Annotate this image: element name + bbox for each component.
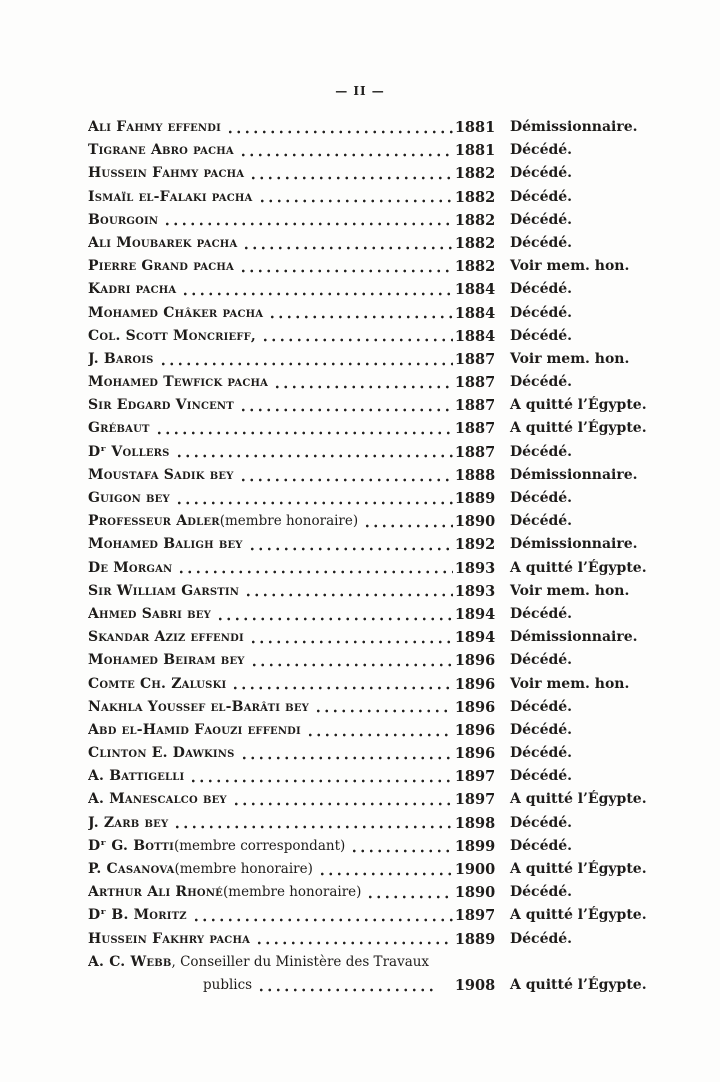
member-status: A quitté l’Égypte.	[510, 791, 647, 808]
member-name: Arthur Ali Rhoné	[88, 884, 223, 901]
election-year: 1898	[454, 814, 496, 832]
member-status: A quitté l’Égypte.	[510, 420, 647, 437]
member-row	[88, 580, 634, 603]
member-row	[88, 278, 634, 301]
member-name-wrap	[88, 209, 453, 232]
member-name: Grébaut	[88, 420, 150, 437]
member-name-wrap	[88, 812, 453, 835]
member-status: Voir mem. hon.	[510, 675, 630, 692]
dot-leader	[304, 719, 453, 742]
election-year: 1882	[454, 234, 496, 252]
dot-leader	[247, 162, 453, 185]
dot-leader	[246, 533, 453, 556]
member-note: (membre correspondant)	[173, 837, 346, 854]
dot-leader	[175, 557, 453, 580]
member-status: Décédé.	[510, 142, 573, 159]
member-row	[88, 649, 634, 672]
dot-leader	[348, 835, 453, 858]
election-year: 1889	[454, 930, 496, 948]
dot-leader	[256, 186, 454, 209]
member-name-wrap	[88, 533, 453, 556]
member-row	[88, 371, 634, 394]
election-year: 1894	[454, 605, 496, 623]
member-row	[88, 255, 634, 278]
dot-leader	[173, 441, 453, 464]
member-list	[88, 116, 647, 997]
election-year: 1881	[454, 142, 496, 160]
member-name: Ali Fahmy effendi	[88, 119, 222, 135]
member-name-wrap	[88, 881, 453, 904]
member-row	[88, 417, 647, 440]
member-row	[88, 302, 634, 325]
election-year: 1897	[454, 791, 496, 809]
election-year: 1881	[454, 119, 496, 136]
member-name: Moustafa Sadik bey	[88, 466, 234, 483]
member-row	[88, 673, 634, 696]
member-status: Décédé.	[510, 443, 573, 460]
member-row	[88, 116, 638, 139]
member-name: Hussein Fakhry pacha	[88, 930, 251, 947]
dot-leader	[253, 928, 453, 951]
member-name-wrap	[88, 417, 453, 440]
member-name-wrap	[88, 788, 453, 811]
member-name-wrap	[88, 765, 453, 788]
member-status: Décédé.	[510, 837, 573, 854]
member-name-wrap	[88, 186, 453, 209]
member-name: Nakhla Youssef el-Barâti bey	[88, 698, 309, 715]
election-year: 1884	[454, 304, 496, 322]
member-name-wrap	[88, 441, 453, 464]
election-year: 1884	[454, 281, 496, 299]
member-name: Sir William Garstin	[88, 582, 240, 599]
member-name: Pierre Grand pacha	[88, 258, 234, 275]
member-name: Hussein Fahmy pacha	[88, 165, 245, 182]
member-status: Décédé.	[510, 721, 573, 738]
member-name-wrap	[88, 371, 453, 394]
member-name-wrap	[88, 835, 453, 858]
member-name-wrap	[88, 487, 453, 510]
member-name: Skandar Aziz effendi	[88, 629, 244, 646]
dot-leader	[271, 371, 453, 394]
member-status: Décédé.	[510, 327, 573, 344]
member-name-wrap	[88, 696, 453, 719]
dot-leader	[157, 348, 453, 371]
member-name-wrap	[88, 116, 453, 139]
dot-leader	[238, 742, 453, 765]
election-year: 1899	[454, 837, 496, 855]
member-name: Bourgoin	[88, 211, 159, 228]
member-name-wrap	[88, 719, 453, 742]
member-name: Mohamed Beiram bey	[88, 652, 245, 669]
member-name-wrap	[88, 394, 453, 417]
member-name-wrap	[88, 603, 453, 626]
member-row	[88, 904, 647, 927]
member-name: Tigrane Abro pacha	[88, 142, 234, 159]
member-name: Mohamed Baligh bey	[88, 536, 243, 553]
member-status: Décédé.	[510, 374, 573, 391]
member-row	[88, 162, 634, 185]
member-row	[88, 928, 634, 951]
member-name: Ismaïl el-Falaki pacha	[88, 188, 253, 205]
election-year: 1890	[454, 513, 496, 531]
dot-leader	[224, 116, 453, 139]
dot-leader	[237, 255, 453, 278]
member-name-wrap	[88, 974, 453, 997]
election-year: 1887	[454, 420, 496, 438]
dot-leader	[364, 881, 453, 904]
member-status: Voir mem. hon.	[510, 582, 630, 599]
election-year: 1887	[454, 374, 496, 392]
member-status: Décédé.	[510, 930, 573, 947]
dot-leader	[266, 302, 453, 325]
member-name-wrap	[88, 673, 453, 696]
member-name-wrap	[88, 858, 453, 881]
page-number: — II —	[335, 84, 385, 98]
member-name-wrap	[88, 580, 453, 603]
member-status: A quitté l’Égypte.	[510, 976, 647, 993]
member-row	[88, 812, 634, 835]
member-status: Décédé.	[510, 234, 573, 251]
election-year: 1893	[454, 559, 496, 577]
election-year: 1888	[454, 466, 496, 484]
election-year: 1896	[454, 698, 496, 716]
dot-leader	[240, 232, 453, 255]
continuation-indent	[88, 974, 203, 997]
member-status: Voir mem. hon.	[510, 350, 630, 367]
member-status: Décédé.	[510, 165, 573, 182]
member-row	[88, 348, 634, 371]
member-name-wrap	[88, 928, 453, 951]
dot-leader	[247, 626, 453, 649]
member-status: Démissionnaire.	[510, 119, 638, 135]
member-name: Guigon bey	[88, 490, 170, 506]
dot-leader	[153, 417, 453, 440]
member-row	[88, 232, 634, 255]
member-status: A quitté l’Égypte.	[510, 397, 647, 414]
election-year: 1896	[454, 721, 496, 739]
election-year: 1896	[454, 675, 496, 693]
member-row	[88, 441, 634, 464]
member-status: Décédé.	[510, 304, 573, 321]
election-year: 1893	[454, 582, 496, 600]
member-name-wrap	[88, 951, 634, 974]
election-year: 1890	[454, 884, 496, 902]
dot-leader	[255, 974, 436, 997]
member-name: A. Battigelli	[88, 768, 185, 785]
member-status: Voir mem. hon.	[510, 258, 630, 275]
member-name-wrap	[88, 302, 453, 325]
member-note: (membre honoraire)	[219, 513, 359, 530]
member-name-wrap	[88, 904, 453, 927]
member-status: Démissionnaire.	[510, 536, 638, 553]
member-name: Sir Edgard Vincent	[88, 397, 234, 414]
dot-leader	[187, 765, 453, 788]
election-year: 1897	[454, 768, 496, 786]
member-row	[88, 626, 638, 649]
dot-leader	[230, 788, 453, 811]
member-row	[88, 951, 634, 974]
member-status: Décédé.	[510, 281, 573, 298]
dot-leader	[242, 580, 453, 603]
dot-leader	[161, 209, 453, 232]
member-name: Dʳ Vollers	[88, 443, 170, 460]
member-row	[88, 742, 634, 765]
member-name-wrap	[88, 649, 453, 672]
member-row	[88, 533, 638, 556]
dot-leader	[173, 487, 453, 510]
member-name-wrap	[88, 139, 453, 162]
member-name: J. Barois	[88, 350, 154, 367]
member-name-wrap	[88, 464, 453, 487]
member-row-continuation	[88, 974, 647, 997]
member-name-wrap	[88, 162, 453, 185]
dot-leader	[179, 278, 453, 301]
member-row	[88, 325, 634, 348]
member-status: A quitté l’Égypte.	[510, 559, 647, 576]
member-name: Clinton E. Dawkins	[88, 745, 235, 762]
member-name: Dʳ G. Botti	[88, 837, 174, 854]
member-name: De Morgan	[88, 559, 173, 576]
member-status: Décédé.	[510, 652, 573, 669]
member-name-wrap	[88, 232, 453, 255]
dot-leader	[316, 858, 453, 881]
dot-leader	[259, 325, 453, 348]
election-year: 1884	[454, 327, 496, 345]
member-status: Décédé.	[510, 884, 573, 901]
dot-leader	[237, 464, 453, 487]
election-year: 1889	[454, 490, 496, 507]
member-name: Abd el-Hamid Faouzi effendi	[88, 721, 301, 738]
member-row	[88, 719, 634, 742]
member-name: Mohamed Châker pacha	[88, 304, 264, 321]
dot-leader	[229, 673, 453, 696]
election-year: 1887	[454, 397, 496, 415]
dot-leader	[248, 649, 453, 672]
member-row	[88, 765, 634, 788]
member-status: Décédé.	[510, 814, 573, 831]
member-row	[88, 487, 634, 510]
election-year: 1908	[454, 976, 496, 994]
election-year: 1894	[454, 629, 496, 647]
member-row	[88, 510, 634, 533]
dot-leader	[312, 696, 453, 719]
member-row	[88, 696, 634, 719]
member-name: Professeur Adler	[88, 513, 220, 530]
member-status: Décédé.	[510, 745, 573, 762]
election-year: 1892	[454, 536, 496, 554]
member-note: (membre honoraire)	[223, 884, 362, 901]
election-year: 1882	[454, 188, 496, 206]
member-name: Dʳ B. Moritz	[88, 907, 187, 924]
election-year: 1882	[454, 258, 496, 276]
dot-leader	[214, 603, 453, 626]
member-row	[88, 557, 647, 580]
election-year: 1896	[454, 652, 496, 670]
member-name-wrap	[88, 255, 453, 278]
member-name: Kadri pacha	[88, 281, 177, 298]
election-year: 1882	[454, 165, 496, 183]
member-name: P. Casanova	[88, 861, 175, 877]
member-row	[88, 835, 634, 858]
member-name-wrap	[88, 278, 453, 301]
election-year: 1896	[454, 745, 496, 763]
election-year: 1887	[454, 443, 496, 461]
member-name-wrap	[88, 557, 453, 580]
member-name-wrap	[88, 348, 453, 371]
election-year: 1887	[454, 350, 496, 368]
member-status: Décédé.	[510, 768, 573, 785]
member-row	[88, 603, 634, 626]
member-status: Décédé.	[510, 605, 573, 622]
member-row	[88, 394, 647, 417]
member-name-wrap	[88, 626, 453, 649]
election-year: 1897	[454, 907, 496, 925]
member-name-continuation: publics	[203, 976, 253, 993]
dot-leader	[237, 139, 453, 162]
dot-leader	[190, 904, 453, 927]
dot-leader	[361, 510, 453, 533]
member-row	[88, 209, 634, 232]
election-year: 1882	[454, 211, 496, 229]
member-name: J. Zarb bey	[88, 814, 169, 831]
member-status: A quitté l’Égypte.	[510, 907, 647, 924]
member-status: Décédé.	[510, 490, 573, 506]
member-status: Démissionnaire.	[510, 466, 638, 483]
dot-leader	[237, 394, 453, 417]
member-row	[88, 881, 634, 904]
dot-leader	[171, 812, 453, 835]
member-status: Décédé.	[510, 188, 573, 205]
election-year: 1900	[454, 861, 496, 878]
member-name: Ali Moubarek pacha	[88, 234, 238, 251]
member-name: Col. Scott Moncrieff,	[88, 327, 257, 344]
member-row	[88, 464, 638, 487]
member-status: Décédé.	[510, 211, 573, 228]
member-status: Décédé.	[510, 513, 573, 530]
member-name: Ahmed Sabri bey	[88, 605, 211, 622]
member-row	[88, 139, 634, 162]
member-name: Comte Ch. Zaluski	[88, 675, 227, 692]
member-name: Mohamed Tewfick pacha	[88, 374, 269, 391]
member-row	[88, 788, 647, 811]
member-name: A. C. Webb	[88, 953, 172, 970]
member-note: (membre honoraire)	[174, 861, 313, 877]
member-status: A quitté l’Égypte.	[510, 861, 647, 877]
member-status: Démissionnaire.	[510, 629, 638, 646]
member-name-wrap	[88, 742, 453, 765]
member-row	[88, 858, 647, 881]
member-name-wrap	[88, 325, 453, 348]
member-name: A. Manescalco bey	[88, 791, 227, 808]
member-name-wrap	[88, 510, 453, 533]
member-note: , Conseiller du Ministère des Travaux	[171, 953, 430, 970]
member-status: Décédé.	[510, 698, 573, 715]
member-row	[88, 186, 634, 209]
